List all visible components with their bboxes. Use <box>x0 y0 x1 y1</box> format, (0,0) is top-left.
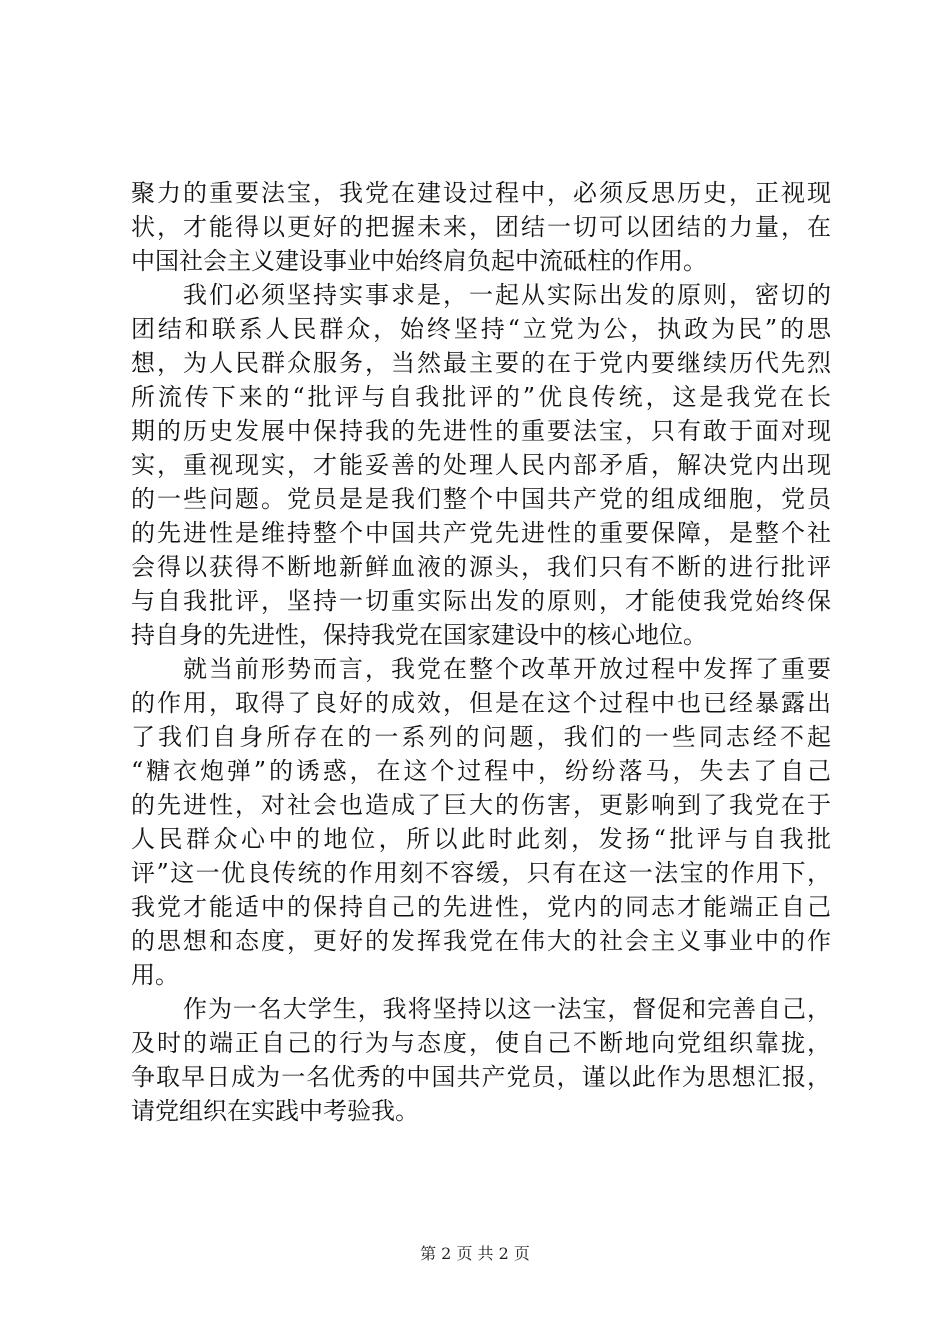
paragraph-line: 评”这一优良传统的作用刻不容缓，只有在这一法宝的作用下， <box>131 859 831 887</box>
paragraph <box>131 652 831 992</box>
paragraph <box>131 278 831 652</box>
paragraph-line: 人民群众心中的地位，所以此时此刻，发扬“批评与自我批 <box>131 825 831 853</box>
paragraph-line: 及时的端正自己的行为与态度，使自己不断地向党组织靠拢， <box>131 1029 831 1057</box>
paragraph-line: 实，重视现实，才能妥善的处理人民内部矛盾，解决党内出现 <box>131 451 831 479</box>
paragraph-line: 聚力的重要法宝，我党在建设过程中，必须反思历史，正视现 <box>131 179 831 207</box>
paragraph-line: 与自我批评，坚持一切重实际出发的原则，才能使我党始终保 <box>131 587 831 615</box>
paragraph-line: “糖衣炮弹”的诱惑，在这个过程中，纷纷落马，失去了自己 <box>131 757 831 785</box>
paragraph-line: 请党组织在实践中考验我。 <box>131 1097 419 1125</box>
paragraph-line: 争取早日成为一名优秀的中国共产党员，谨以此作为思想汇报， <box>131 1063 831 1091</box>
document-body <box>131 176 831 1128</box>
paragraph-line: 状，才能得以更好的把握未来，团结一切可以团结的力量，在 <box>131 213 831 241</box>
paragraph-line: 的作用，取得了良好的成效，但是在这个过程中也已经暴露出 <box>131 689 831 717</box>
paragraph-line: 用。 <box>131 961 179 989</box>
paragraph-line: 持自身的先进性，保持我党在国家建设中的核心地位。 <box>131 621 707 649</box>
page-footer: 第 2 页 共 2 页 <box>420 1244 530 1263</box>
paragraph-line: 中国社会主义建设事业中始终肩负起中流砥柱的作用。 <box>131 247 707 275</box>
paragraph-line: 我党才能适中的保持自己的先进性，党内的同志才能端正自己 <box>131 893 831 921</box>
paragraph-line: 团结和联系人民群众，始终坚持“立党为公，执政为民”的思 <box>131 315 831 343</box>
paragraph-line: 的先进性，对社会也造成了巨大的伤害，更影响到了我党在于 <box>131 791 831 819</box>
paragraph-line: 就当前形势而言，我党在整个改革开放过程中发挥了重要 <box>183 655 831 683</box>
paragraph-line: 了我们自身所存在的一系列的问题，我们的一些同志经不起 <box>131 723 831 751</box>
paragraph <box>131 992 831 1128</box>
paragraph-line: 所流传下来的“批评与自我批评的”优良传统，这是我党在长 <box>131 383 831 411</box>
paragraph-line: 期的历史发展中保持我的先进性的重要法宝，只有敢于面对现 <box>131 417 831 445</box>
paragraph-line: 我们必须坚持实事求是，一起从实际出发的原则，密切的 <box>183 281 831 309</box>
paragraph-line: 想，为人民群众服务，当然最主要的在于党内要继续历代先烈 <box>131 349 831 377</box>
paragraph-line: 的一些问题。党员是是我们整个中国共产党的组成细胞，党员 <box>131 485 831 513</box>
paragraph-line: 会得以获得不断地新鲜血液的源头，我们只有不断的进行批评 <box>131 553 831 581</box>
paragraph-line: 的思想和态度，更好的发挥我党在伟大的社会主义事业中的作 <box>131 927 831 955</box>
paragraph-line: 作为一名大学生，我将坚持以这一法宝，督促和完善自己， <box>183 995 831 1023</box>
paragraph <box>131 176 831 278</box>
paragraph-line: 的先进性是维持整个中国共产党先进性的重要保障，是整个社 <box>131 519 831 547</box>
